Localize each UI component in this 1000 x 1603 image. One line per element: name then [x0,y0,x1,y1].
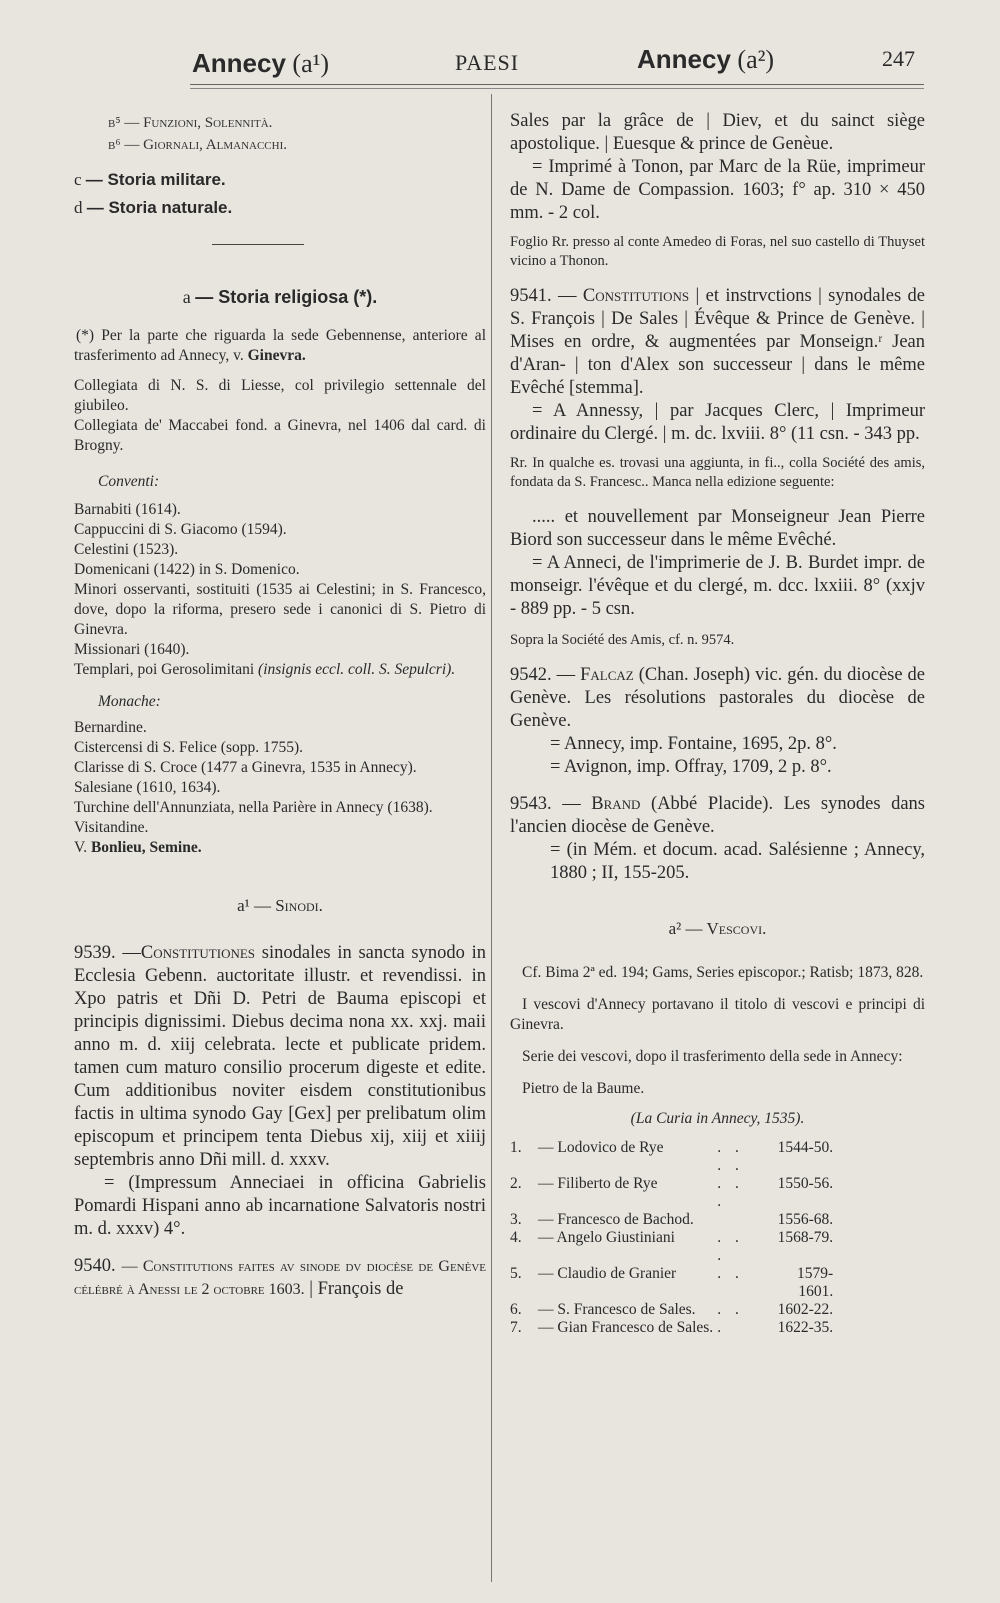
list-item: Visitandine. [74,819,149,836]
list-item: Cappuccini di S. Giacomo (1594). [74,521,287,538]
table-row: 5. — Claudio de Granier . . 1579-1601. [510,1265,834,1300]
vescovi-curia: (La Curia in Annecy, 1535). [630,1110,805,1127]
list-item: Cistercensi di S. Felice (sopp. 1755). [74,739,304,756]
table-row: 4. — Angelo Giustiniani . . . 1568-79. [510,1229,834,1264]
entry-number: 9542. [510,665,552,685]
top-items [108,112,486,156]
list-item: Bernardine. [74,719,147,736]
vescovi-note: I vescovi d'Annecy portavano il titolo di vescovi e principi di Ginevra. [510,996,925,1033]
entry-title: — Constitutions [558,286,690,306]
list-item: Barnabiti (1614). [74,501,181,518]
entry-number: 9539. [74,943,116,963]
left-column [74,112,486,1301]
running-header [0,42,1000,82]
entry-number: 9540. [74,1256,116,1276]
entry-title: —Constitutiones [122,943,256,963]
entry-9542 [510,664,925,779]
table-row: 7. — Gian Francesco de Sales. . 1622-35. [510,1319,834,1336]
entry-9541 [510,285,925,446]
entry-number: 9541. [510,286,552,306]
section-d: d — Storia naturale. [74,198,233,217]
collegiata-1: Collegiata di N. S. di Liesse, col privilegio settennale del giubileo. [74,377,486,414]
header-right [637,44,774,75]
section-a1-heading: a¹ — Sinodi. [237,896,323,915]
section-rule [212,244,304,245]
entry-text: (Abbé Placide). Les synodes dans l'ancien diocèse de Genève. [510,794,926,837]
entry-imprint: = (Impressum Anneciaei in officina Gabrielis Pomardi Hispani anno ab incarnatione Salvatoris nostri m. d. xxxv) 4°. [74,1173,486,1239]
entry-text: ..... et nouvellement par Monseigneur Jean Pierre Biord son successeur dans le même Evêché. [510,507,925,550]
footnote: (*) Per la parte che riguarda la sede Gebennense, anteriore al trasferimento ad Annecy, v. Ginevra. [74,327,486,364]
entry-9540-imprint: = Imprimé à Tonon, par Marc de la Rüe, imprimeur de N. Dame de Compassion. 1603; f° ap. 310 × 450 mm. - 2 col. [510,157,925,223]
list-item: Domenicani (1422) in S. Domenico. [74,561,300,578]
entry-9541-ref: Sopra la Société des Amis, cf. n. 9574. [510,632,735,648]
entry-imprint: = Avignon, imp. Offray, 1709, 2 p. 8°. [550,757,832,777]
list-item-templari: Templari, poi Gerosolimitani (insignis eccl. coll. S. Sepulcri). [74,661,456,678]
entry-9540-note: Foglio Rr. presso al conte Amedeo di Foras, nel suo castello di Thuyset vicino a Thonon. [510,234,925,269]
item-b5: b⁵ — Funzioni, Solennità. [108,115,273,131]
footnote-ref: Ginevra. [247,347,306,364]
table-row: 3. — Francesco de Bachod. 1556-68. [510,1211,834,1228]
entry-title: — Falcaz [556,665,634,685]
table-row: 2. — Filiberto de Rye . . . 1550-56. [510,1175,834,1210]
list-item: Celestini (1523). [74,541,179,558]
vescovi-serie: Serie dei vescovi, dopo il trasferimento della sede in Annecy: [522,1048,903,1065]
list-item: Minori osservanti, sostituiti (1535 ai Celestini; in S. Francesco, dove, dopo la riforma, presero sede i canonici di S. Pietro di Ginevra. [74,581,486,638]
vescovi-pietro: Pietro de la Baume. [522,1080,645,1097]
entry-imprint: = A Annessy, | par Jacques Clerc, | Imprimeur ordinaire du Clergé. | m. dc. lxviii. 8° (11 csn. - 343 pp. [510,401,925,444]
header-right-place: Annecy [637,44,731,74]
header-right-code: (a²) [737,45,775,74]
bishops-table [508,1139,835,1337]
conventi-title: Conventi: [98,473,160,490]
header-rule [190,84,924,85]
header-center: PAESI [455,50,520,75]
entry-9540-cont: Sales par la grâce de | Diev, et du sainct siège apostolique. | Euesque & prince de Genèue. [510,111,925,154]
entry-imprint: = A Anneci, de l'imprimerie de J. B. Burdet impr. de monseigr. l'évêque et du clergé, m. dcc. lxxiii. 8° (xxjv - 889 pp. - 5 csn. [510,553,925,619]
entry-9543 [510,793,925,885]
column-divider [491,94,492,1582]
header-left-code: (a¹) [292,49,330,78]
entry-imprint: = Annecy, imp. Fontaine, 1695, 2p. 8°. [550,734,837,754]
conventi-list [74,500,486,680]
page-number: 247 [882,46,915,71]
list-item: Turchine dell'Annunziata, nella Parière in Annecy (1638). [74,799,433,816]
see-also: V. Bonlieu, Semine. [74,839,202,856]
section-a2-heading: a² — Vescovi. [668,919,767,938]
list-item: Clarisse di S. Croce (1477 a Ginevra, 1535 in Annecy). [74,759,417,776]
entry-text: sinodales in sancta synodo in Ecclesia Gebenn. auctoritate illustr. et revendissi. in Xpo patris et Dñi D. Petri de Bauma episcopi et principis dignissimi. Diebus decima nona xx. xxj. maii anno m. d. xiij celebrata. lecte et publicate pridem. tamen cum maturo consilio procerum digeste et edite. Cum additionibus noviter eisdem constitutionibus factis in ultima synodo Gay [Gex] per prelibatum olim episcopum et principem tenta Diebus xij, xiij et xiiij septembris anno Dñi mill. d. xxxv. [74,943,486,1170]
vescovi-cf: Cf. Bima 2ª ed. 194; Gams, Series episcopor.; Ratisb; 1873, 828. [522,964,924,981]
table-row: 1. — Lodovico de Rye . . . . 1544-50. [510,1139,834,1174]
entry-9541-b [510,506,925,621]
entry-number: 9543. [510,794,552,814]
entry-title: — Brand [562,794,641,814]
entry-9540 [74,1255,486,1301]
monache-title: Monache: [98,693,161,710]
monache-list [74,718,486,858]
entry-title: — Constitutions faites av sinode dv diocèse de Genève célébré à Anessi le 2 octobre 1603. [74,1258,486,1298]
header-rule-double [190,88,924,89]
entry-9539 [74,942,486,1241]
collegiata-2: Collegiata de' Maccabei fond. a Ginevra, nel 1406 dal card. di Brogny. [74,417,486,454]
section-a-heading: a — Storia religiosa (*). [182,287,378,307]
header-left-place: Annecy [192,48,286,78]
table-row: 6. — S. Francesco de Sales. . . 1602-22. [510,1301,834,1318]
list-item: Salesiane (1610, 1634). [74,779,221,796]
entry-text: | et instrvctions | synodales de S. François | De Sales | Évêque & Prince de Genève. | Mises en ordre, & augmentées par Monseign.ʳ Jean d'Aran- | ton d'Alex son successeur | dans le même Evêché [stemma]. [510,286,925,398]
entry-9541-note: Rr. In qualche es. trovasi una aggiunta, in fi.., colla Société des amis, fondata da S. Francesc.. Manca nella edizione seguente: [510,455,925,490]
header-left [192,48,329,79]
entry-imprint: = (in Mém. et docum. acad. Salésienne ; Annecy, 1880 ; II, 155-205. [550,840,925,883]
entry-text: | François de [309,1279,404,1299]
entry-text: (Chan. Joseph) vic. gén. du diocèse de Genève. Les résolutions pastorales du diocèse de Genève. [510,665,926,731]
list-item: Missionari (1640). [74,641,190,658]
right-column [510,110,925,1337]
item-b6: b⁶ — Giornali, Almanacchi. [108,137,287,153]
section-c: c — Storia militare. [74,170,226,189]
